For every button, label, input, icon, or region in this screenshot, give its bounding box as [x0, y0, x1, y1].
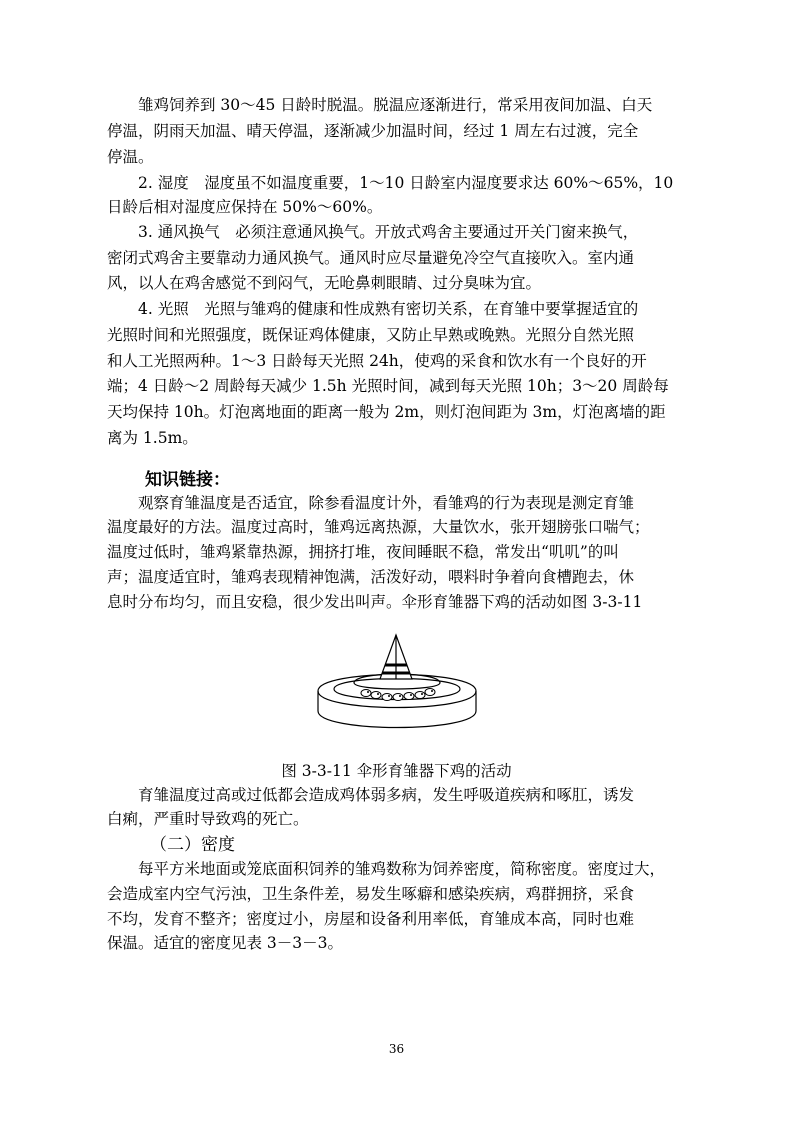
- text-line: 观察育雏温度是否适宜，除参看温度计外，看雏鸡的行为表现是测定育雏: [107, 494, 635, 512]
- text-line: 2. 湿度 湿度虽不如温度重要，1～10 日龄室内湿度要求达 60%～65%，10: [107, 174, 674, 192]
- text-line: 声；温度适宜时，雏鸡表现精神饱满，活泼好动，喂料时争着向食槽跑去，休: [107, 568, 635, 586]
- text-line: 温度过低时，雏鸡紧靠热源，拥挤打堆，夜间睡眠不稳，常发出“叽叽”的叫: [107, 543, 619, 561]
- text-line: 日龄后相对湿度应保持在 50%～60%。: [107, 198, 383, 216]
- text-line: 离为 1.5m。: [107, 429, 198, 447]
- umbrella-brooder-figure: [312, 633, 482, 748]
- text-line: 天均保持 10h。灯泡离地面的距离一般为 2m，则灯泡间距为 3m，灯泡离墙的距: [107, 403, 666, 421]
- text-line: 白痢，严重时导致鸡的死亡。: [107, 810, 309, 828]
- figure-caption: 图 3-3-11 伞形育雏器下鸡的活动: [281, 762, 512, 780]
- text-line: 育雏温度过高或过低都会造成鸡体弱多病，发生呼吸道疾病和啄肛，诱发: [107, 786, 635, 804]
- text-line: 不均，发育不整齐；密度过小，房屋和设备利用率低，育雏成本高，同时也难: [107, 910, 635, 928]
- text-line: 每平方米地面或笼底面积饲养的雏鸡数称为饲养密度，简称密度。密度过大，: [107, 860, 666, 878]
- text-line: 雏鸡饲养到 30～45 日龄时脱温。脱温应逐渐进行，常采用夜间加温、白天: [107, 96, 653, 114]
- text-line: 停温，阴雨天加温、晴天停温，逐渐减少加温时间，经过 1 周左右过渡，完全: [107, 122, 639, 140]
- text-line: 端；4 日龄～2 周龄每天减少 1.5h 光照时间，减到每天光照 10h；3～20 周龄每: [107, 377, 669, 395]
- text-line: 和人工光照两种。1～3 日龄每天光照 24h，使鸡的采食和饮水有一个良好的开: [107, 352, 647, 370]
- text-line: 光照时间和光照强度，既保证鸡体健康，又防止早熟或晚熟。光照分自然光照: [107, 326, 635, 344]
- text-line: 息时分布均匀，而且安稳，很少发出叫声。伞形育雏器下鸡的活动如图 3-3-11: [107, 593, 643, 611]
- text-line: 保温。适宜的密度见表 3－3－3。: [107, 934, 344, 952]
- text-line: 风，以人在鸡舍感觉不到闷气，无呛鼻刺眼睛、过分臭味为宜。: [107, 274, 542, 292]
- section-heading: （二）密度: [150, 835, 235, 855]
- text-line: 3. 通风换气 必须注意通风换气。开放式鸡舍主要通过开关门窗来换气，: [107, 223, 639, 241]
- knowledge-heading: 知识链接：: [145, 470, 230, 490]
- page-number: 36: [388, 1042, 405, 1056]
- text-line: 4. 光照 光照与雏鸡的健康和性成熟有密切关系，在育雏中要掌握适宜的: [107, 300, 639, 318]
- text-line: 温度最好的方法。温度过高时，雏鸡远离热源，大量饮水，张开翅膀张口喘气；: [107, 518, 650, 536]
- text-line: 会造成室内空气污浊，卫生条件差，易发生啄癖和感染疾病，鸡群拥挤，采食: [107, 885, 635, 903]
- text-line: 密闭式鸡舍主要靠动力通风换气。通风时应尽量避免冷空气直接吹入。室内通: [107, 249, 635, 267]
- text-line: 停温。: [107, 148, 154, 166]
